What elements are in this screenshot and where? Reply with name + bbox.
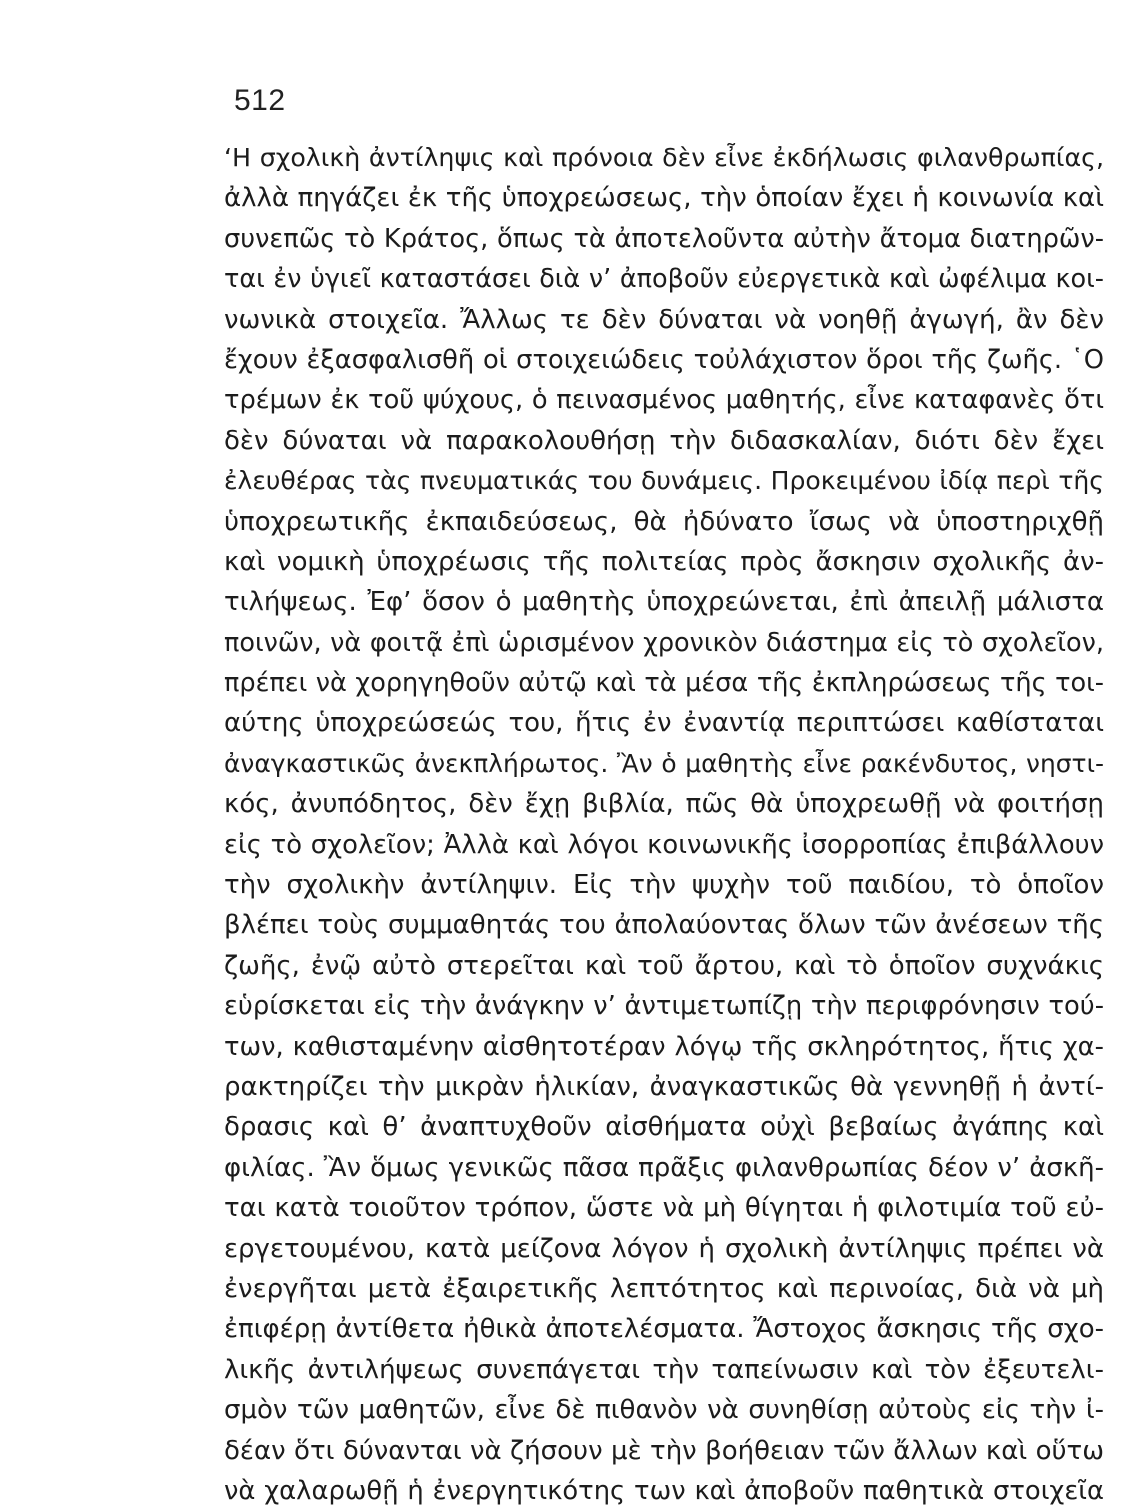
text-line: τιλήψεως. Ἐφ’ ὅσον ὁ μαθητὴς ὑποχρεώνεται, ἐπὶ ἀπειλῇ μάλιστα	[224, 587, 1104, 618]
text-line: δέαν ὅτι δύνανται νὰ ζήσουν μὲ τὴν βοήθειαν τῶν ἄλλων καὶ οὕτω	[224, 1435, 1104, 1466]
text-line: ποινῶν, νὰ φοιτᾷ ἐπὶ ὡρισμένον χρονικὸν διάστημα εἰς τὸ σχολεῖον,	[224, 627, 1104, 658]
text-line: ἀναγκαστικῶς ἀνεκπλήρωτος. Ἂν ὁ μαθητὴς εἶνε ρακένδυτος, νηστι-	[224, 748, 1104, 778]
text-line: πρέπει νὰ χορηγηθοῦν αὐτῷ καὶ τὰ μέσα τῆς ἐκπληρώσεως τῆς τοι-	[224, 668, 1104, 699]
text-line: τὴν σχολικὴν ἀντίληψιν. Εἰς τὴν ψυχὴν τοῦ παιδίου, τὸ ὁποῖον	[224, 870, 1104, 901]
text-line: ται ἐν ὑγιεῖ καταστάσει διὰ ν’ ἀποβοῦν εὐεργετικὰ καὶ ὠφέλιμα κοι-	[224, 264, 1104, 295]
text-line: νὰ χαλαρωθῇ ἡ ἐνεργητικότης των καὶ ἀποβοῦν παθητικὰ στοιχεῖα	[224, 1475, 1104, 1506]
text-line: φιλίας. Ἂν ὅμως γενικῶς πᾶσα πρᾶξις φιλανθρωπίας δέον ν’ ἀσκῆ-	[224, 1152, 1104, 1183]
text-line: δρασις καὶ θ’ ἀναπτυχθοῦν αἰσθήματα οὐχὶ βεβαίως ἀγάπης καὶ	[224, 1112, 1104, 1143]
text-line: ζωῆς, ἐνῷ αὐτὸ στερεῖται καὶ τοῦ ἄρτου, καὶ τὸ ὁποῖον συχνάκις	[224, 950, 1104, 981]
page-number: 512	[234, 84, 286, 117]
text-line: ‘Η σχολικὴ ἀντίληψις καὶ πρόνοια δὲν εἶνε ἐκδήλωσις φιλανθρωπίας,	[224, 143, 1104, 172]
text-line: εἰς τὸ σχολεῖον; Ἀλλὰ καὶ λόγοι κοινωνικῆς ἰσορροπίας ἐπιβάλλουν	[224, 829, 1104, 860]
text-line: νωνικὰ στοιχεῖα. Ἄλλως τε δὲν δύναται νὰ νοηθῇ ἀγωγή, ἂν δὲν	[224, 304, 1104, 335]
text-line: εὑρίσκεται εἰς τὴν ἀνάγκην ν’ ἀντιμετωπίζῃ τὴν περιφρόνησιν τού-	[224, 991, 1104, 1022]
text-line: τρέμων ἐκ τοῦ ψύχους, ὁ πεινασμένος μαθητής, εἶνε καταφανὲς ὅτι	[224, 385, 1104, 416]
text-line: ὑποχρεωτικῆς ἐκπαιδεύσεως, θὰ ἠδύνατο ἴσως νὰ ὑποστηριχθῇ	[224, 506, 1104, 537]
text-line: ται κατὰ τοιοῦτον τρόπον, ὥστε νὰ μὴ θίγηται ἡ φιλοτιμία τοῦ εὐ-	[224, 1193, 1104, 1224]
text-line: ἀλλὰ πηγάζει ἐκ τῆς ὑποχρεώσεως, τὴν ὁποίαν ἔχει ἡ κοινωνία καὶ	[224, 183, 1104, 214]
text-line: αύτης ὑποχρεώσεώς του, ἥτις ἐν ἐναντίᾳ περιπτώσει καθίσταται	[224, 708, 1104, 739]
text-line: λικῆς ἀντιλήψεως συνεπάγεται τὴν ταπείνωσιν καὶ τὸν ἐξευτελι-	[224, 1354, 1104, 1385]
text-line: ἐνεργῆται μετὰ ἐξαιρετικῆς λεπτότητος καὶ περινοίας, διὰ νὰ μὴ	[224, 1273, 1104, 1304]
body-paragraph	[224, 138, 1104, 1511]
text-line: των, καθισταμένην αἰσθητοτέραν λόγῳ τῆς σκληρότητος, ἥτις χα-	[224, 1031, 1104, 1062]
text-line: ἐλευθέρας τὰς πνευματικάς του δυνάμεις. Προκειμένου ἰδίᾳ περὶ τῆς	[224, 466, 1104, 496]
text-line: καὶ νομικὴ ὑποχρέωσις τῆς πολιτείας πρὸς ἄσκησιν σχολικῆς ἀν-	[224, 546, 1104, 577]
text-line: κός, ἀνυπόδητος, δὲν ἔχῃ βιβλία, πῶς θὰ ὑποχρεωθῇ νὰ φοιτήσῃ	[224, 789, 1104, 820]
text-line: βλέπει τοὺς συμμαθητάς του ἀπολαύοντας ὅλων τῶν ἀνέσεων τῆς	[224, 910, 1104, 941]
text-line: δὲν δύναται νὰ παρακολουθήσῃ τὴν διδασκαλίαν, διότι δὲν ἔχει	[224, 425, 1104, 456]
text-line: ἔχουν ἐξασφαλισθῆ οἱ στοιχειώδεις τοὐλάχιστον ὅροι τῆς ζωῆς. ῾Ο	[224, 344, 1104, 375]
text-line: εργετουμένου, κατὰ μείζονα λόγον ἡ σχολικὴ ἀντίληψις πρέπει νὰ	[224, 1233, 1104, 1264]
text-line: συνεπῶς τὸ Κράτος, ὅπως τὰ ἀποτελοῦντα αὐτὴν ἄτομα διατηρῶν-	[224, 223, 1104, 254]
text-line: ἐπιφέρῃ ἀντίθετα ἠθικὰ ἀποτελέσματα. Ἄστοχος ἄσκησις τῆς σχο-	[224, 1314, 1104, 1345]
text-line: ρακτηρίζει τὴν μικρὰν ἡλικίαν, ἀναγκαστικῶς θὰ γεννηθῇ ἡ ἀντί-	[224, 1071, 1104, 1102]
text-line: σμὸν τῶν μαθητῶν, εἶνε δὲ πιθανὸν νὰ συνηθίσῃ αὐτοὺς εἰς τὴν ἰ-	[224, 1395, 1104, 1426]
